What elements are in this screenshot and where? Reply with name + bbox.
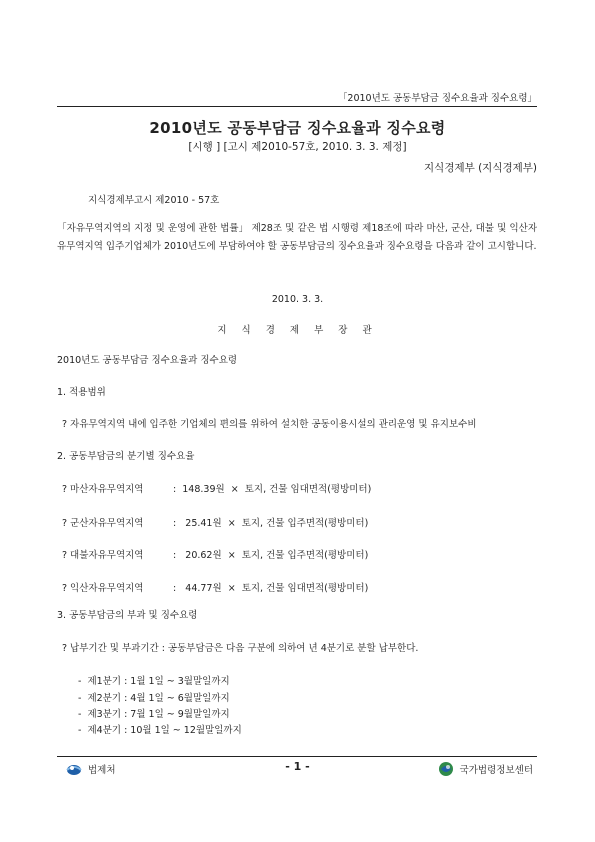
section-heading-rates: 2. 공동부담금의 분기별 징수요율 [57,451,195,462]
rate-zone: ? 대불자유무역지역 [62,550,144,561]
enactment-info: [시행 ] [고시 제2010-57호, 2010. 3. 3. 제정] [188,141,407,153]
globe-logo-icon [438,761,454,777]
rate-item [62,580,368,594]
rate-item [62,481,371,495]
quarter-item: - 제2분기 : 4월 1일 ~ 6월말일까지 [78,693,230,704]
quarter-item: - 제1분기 : 1월 1일 ~ 3월말일까지 [78,676,230,687]
notice-date: 2010. 3. 3. [271,294,324,305]
rate-item [62,547,368,561]
document-title: 2010년도 공동부담금 징수요율과 징수요령 [149,119,446,137]
document-subtitle: 2010년도 공동부담금 징수요율과 징수요령 [57,355,238,366]
rate-zone: ? 군산자유무역지역 [62,518,144,529]
section-text-collection: ? 납부기간 및 부과기간 : 공동부담금은 다음 구분에 의하여 년 4분기로 분할 납부한다. [62,643,419,654]
header-note: 「2010년도 공동부담금 징수요율과 징수요령」 [337,93,537,104]
minister-signature: 지 식 경 제 부 장 관 [217,325,378,336]
rate-detail: : 148.39원 × 토지, 건물 임대면적(평방미터) [170,484,372,495]
section-heading-collection: 3. 공동부담금의 부과 및 징수요령 [57,610,198,621]
header-divider [57,106,537,107]
footer-divider [57,756,537,757]
rate-zone: ? 익산자유무역지역 [62,583,144,594]
rate-detail: : 20.62원 × 토지, 건물 입주면적(평방미터) [170,550,369,561]
quarter-item: - 제3분기 : 7월 1일 ~ 9월말일까지 [78,709,230,720]
section-text-scope: ? 자유무역지역 내에 입주한 기업체의 편의를 위하여 설치한 공동이용시설의 관리운영 및 유지보수비 [62,419,477,430]
notice-number: 지식경제부고시 제2010 - 57호 [88,195,220,206]
rate-detail: : 44.77원 × 토지, 건물 임대면적(평방미터) [170,583,369,594]
quarter-item: - 제4분기 : 10월 1일 ~ 12월말일까지 [78,725,242,736]
rate-item [62,515,368,529]
section-heading-scope: 1. 적용범위 [57,387,106,398]
rate-detail: : 25.41원 × 토지, 건물 입주면적(평방미터) [170,518,369,529]
footer-left-label: 법제처 [88,765,116,776]
ministry-name: 지식경제부 (지식경제부) [424,162,537,174]
body-paragraph: 「자유무역지역의 지정 및 운영에 관한 법률」 제28조 및 같은 법 시행령 제18조에 따라 마산, 군산, 대불 및 익산자유무역지역 입주기업체가 2010년도에 부담하여야 할 공동부담금의 징수요율과 징수요령을 다음과 같이 고시합니다. [57,223,537,252]
rate-zone: ? 마산자유무역지역 [62,484,144,495]
page-number: - 1 - [285,760,310,773]
footer-right-label: 국가법령정보센터 [459,765,533,776]
footer-right [438,761,533,777]
